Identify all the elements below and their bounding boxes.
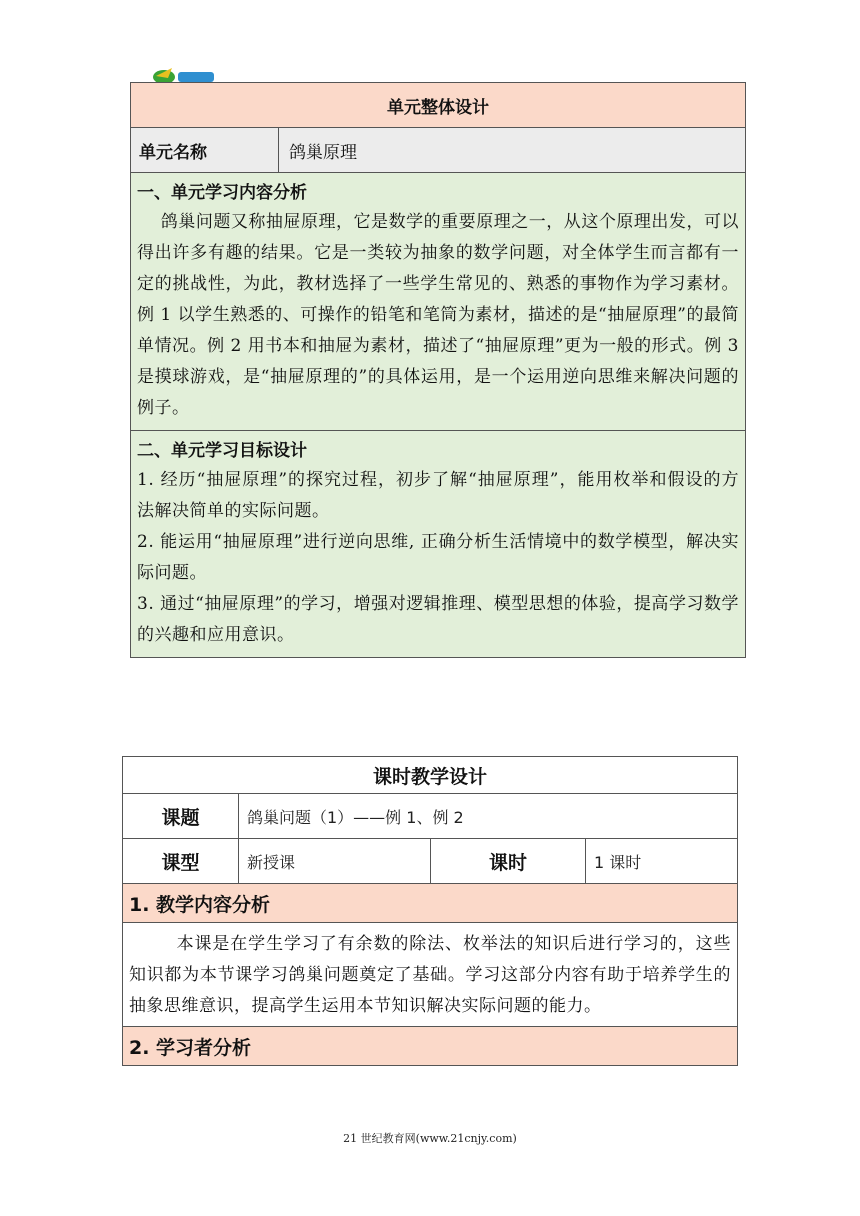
- unit-design-table: [130, 82, 746, 658]
- objectives-cell: [131, 431, 746, 658]
- learner-analysis-title: 2. 学习者分析: [123, 1027, 738, 1066]
- topic-label: 课题: [123, 794, 239, 839]
- content-analysis-text: 鸽巢问题又称抽屉原理，它是数学的重要原理之一，从这个原理出发，可以得出许多有趣的结果。它是一类较为抽象的数学问题，对全体学生而言都有一定的挑战性，为此，教材选择了一些学生常见的、熟悉的事物作为学习素材。例 1 以学生熟悉的、可操作的铅笔和笔筒为素材，描述的是“抽屉原理”的最简单情况。例 2 用书本和抽屉为素材，描述了“抽屉原理”更为一般的形式。例 3 是摸球游戏，是“抽屉原理的”的具体运用，是一个运用逆向思维来解决问题的例子。: [137, 212, 739, 418]
- teaching-content-text: 本课是在学生学习了有余数的除法、枚举法的知识后进行学习的，这些知识都为本节课学习鸽巢问题奠定了基础。学习这部分内容有助于培养学生的抽象思维意识，提高学生运用本节知识解决实际问题的能力。: [129, 934, 731, 1016]
- unit-name-value: 鸽巢原理: [279, 128, 746, 173]
- lesson-type-value: 新授课: [239, 839, 431, 884]
- lesson-design-table: [122, 756, 738, 1066]
- unit-design-header: 单元整体设计: [131, 83, 746, 128]
- content-analysis-cell: [131, 173, 746, 431]
- objective-item: 2. 能运用“抽屉原理”进行逆向思维, 正确分析生活情境中的数学模型，解决实际问题。: [137, 532, 739, 583]
- content-analysis-title: 一、单元学习内容分析: [137, 183, 307, 203]
- lesson-hours-value: 1 课时: [586, 839, 738, 884]
- unit-name-label: 单元名称: [131, 128, 279, 173]
- lesson-design-title: 课时教学设计: [123, 757, 738, 794]
- teaching-content-title: 1. 教学内容分析: [123, 884, 738, 923]
- page-footer: 21 世纪教育网(www.21cnjy.com): [343, 1132, 517, 1145]
- lesson-type-label: 课型: [123, 839, 239, 884]
- objectives-title: 二、单元学习目标设计: [137, 441, 307, 461]
- objective-item: 3. 通过“抽屉原理”的学习，增强对逻辑推理、模型思想的体验，提高学习数学的兴趣和应用意识。: [137, 594, 739, 645]
- topic-value: 鸽巢问题（1）——例 1、例 2: [239, 794, 738, 839]
- teaching-content-cell: [123, 923, 738, 1027]
- lesson-hours-label: 课时: [431, 839, 586, 884]
- objective-item: 1. 经历“抽屉原理”的探究过程，初步了解“抽屉原理”，能用枚举和假设的方法解决简单的实际问题。: [137, 470, 739, 521]
